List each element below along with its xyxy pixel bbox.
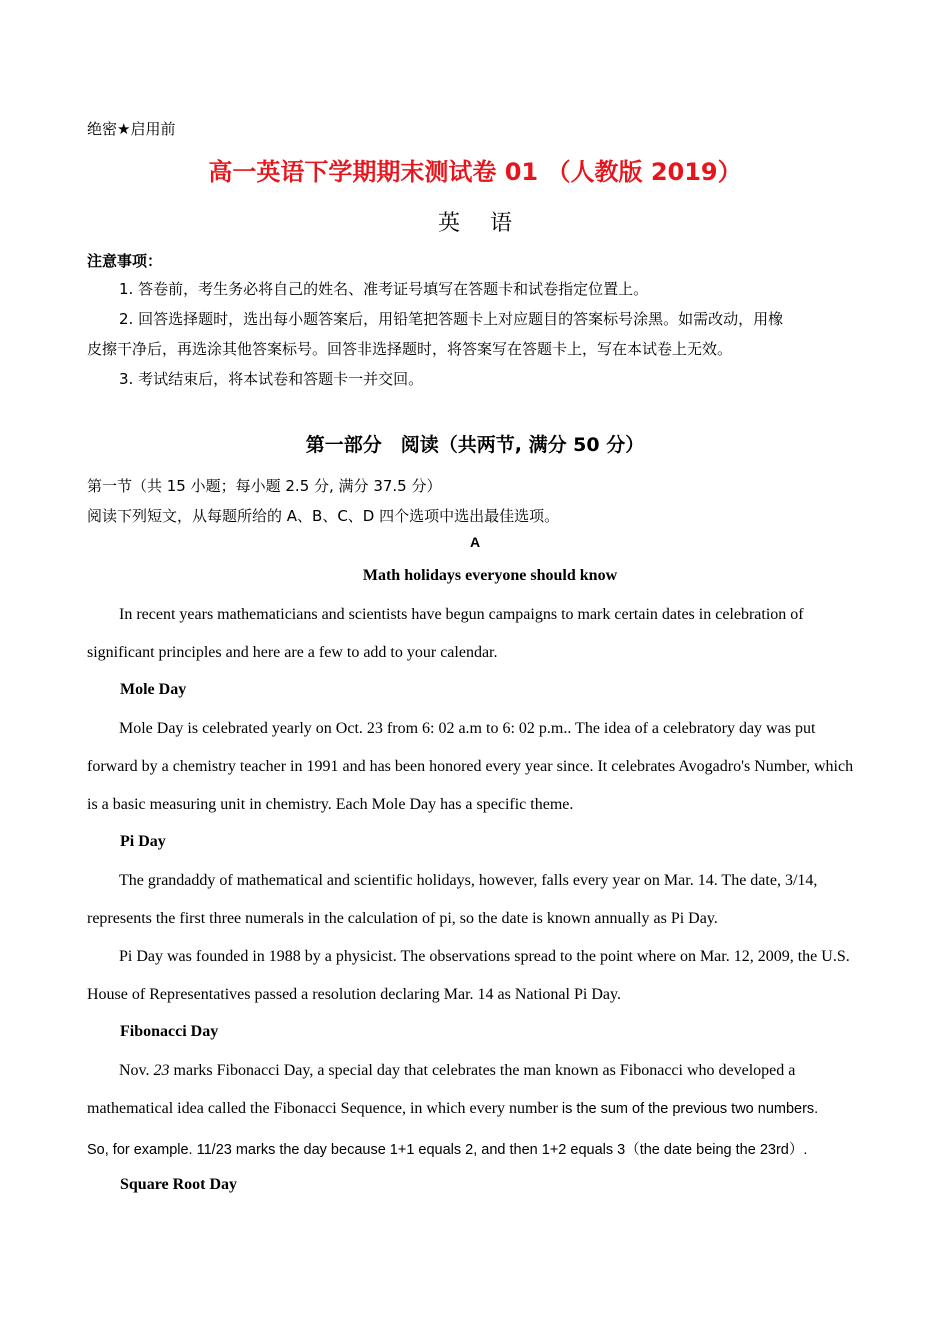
section-one-line: 第一节（共 15 小题；每小题 2.5 分, 满分 37.5 分） — [87, 477, 442, 495]
pi-day-heading: Pi Day — [120, 833, 166, 850]
notice-item-2: 2. 回答选择题时，选出每小题答案后，用铅笔把答题卡上对应题目的答案标号涂黑。如需改动，用橡 — [119, 310, 784, 328]
square-root-day-heading: Square Root Day — [120, 1176, 238, 1193]
exam-title: 高一英语下学期期末测试卷 01 （人教版 2019） — [208, 158, 742, 186]
fibonacci-line-2-a: mathematical idea called the Fibonacci Sequence, in which every number — [87, 1100, 562, 1117]
passage-title: Math holidays everyone should know — [362, 567, 618, 584]
pi-day-text-2: Pi Day was founded in 1988 by a physicist. The observations spread to the point where on Mar. 12, 2009, the U.S. House of Representatives passed a resolution declaring Mar. 14 as National Pi Day. — [87, 948, 850, 1003]
notice-item-1: 1. 答卷前，考生务必将自己的姓名、准考证号填写在答题卡和试卷指定位置上。 — [119, 280, 649, 298]
fibonacci-line-2 — [87, 1100, 818, 1118]
mole-day-heading: Mole Day — [120, 681, 187, 698]
pi-day-text-1: The grandaddy of mathematical and scientific holidays, however, falls every year on Mar. 14. The date, 3/14, represents the first three numerals in the calculation of pi, so the date is known annually as Pi Day. — [87, 872, 818, 927]
notice-heading: 注意事项： — [87, 252, 163, 270]
fibonacci-line-2-b: is the sum of the previous two numbers. — [561, 1101, 819, 1117]
mole-day-text: Mole Day is celebrated yearly on Oct. 23 from 6: 02 a.m to 6: 02 p.m.. The idea of a celebratory day was put forward by a chemistry teacher in 1991 and has been honored every year since. It celebrates Avogadro's Number, which is a basic measuring unit in chemistry. Each Mole Day has a specific theme. — [87, 720, 854, 813]
notice-item-2-cont: 皮擦干净后，再选涂其他答案标号。回答非选择题时，将答案写在答题卡上，写在本试卷上无效。 — [87, 340, 733, 358]
fibonacci-line-1 — [119, 1062, 795, 1080]
notice-item-3: 3. 考试结束后，将本试卷和答题卡一并交回。 — [119, 370, 424, 388]
passage-intro: In recent years mathematicians and scientists have begun campaigns to mark certain dates in celebration of significant principles and here are a few to add to your calendar. — [87, 606, 804, 661]
part-one-title: 第一部分 阅读（共两节, 满分 50 分） — [305, 434, 645, 456]
fibonacci-line-1-c: marks Fibonacci Day, a special day that celebrates the man known as Fibonacci who developed a — [169, 1062, 796, 1079]
fibonacci-line-3: So, for example. 11/23 marks the day because 1+1 equals 2, and then 1+2 equals 3（the date being the 23rd）. — [87, 1142, 808, 1158]
subject-title: 英语 — [437, 211, 542, 236]
secret-mark: 绝密★启用前 — [87, 120, 176, 138]
fibonacci-day-heading: Fibonacci Day — [120, 1023, 219, 1040]
fibonacci-date-number: 23 — [153, 1062, 170, 1079]
reading-instruction: 阅读下列短文，从每题所给的 A、B、C、D 四个选项中选出最佳选项。 — [87, 507, 560, 525]
fibonacci-line-1-a: Nov. — [119, 1062, 154, 1079]
passage-letter: A — [469, 534, 481, 550]
